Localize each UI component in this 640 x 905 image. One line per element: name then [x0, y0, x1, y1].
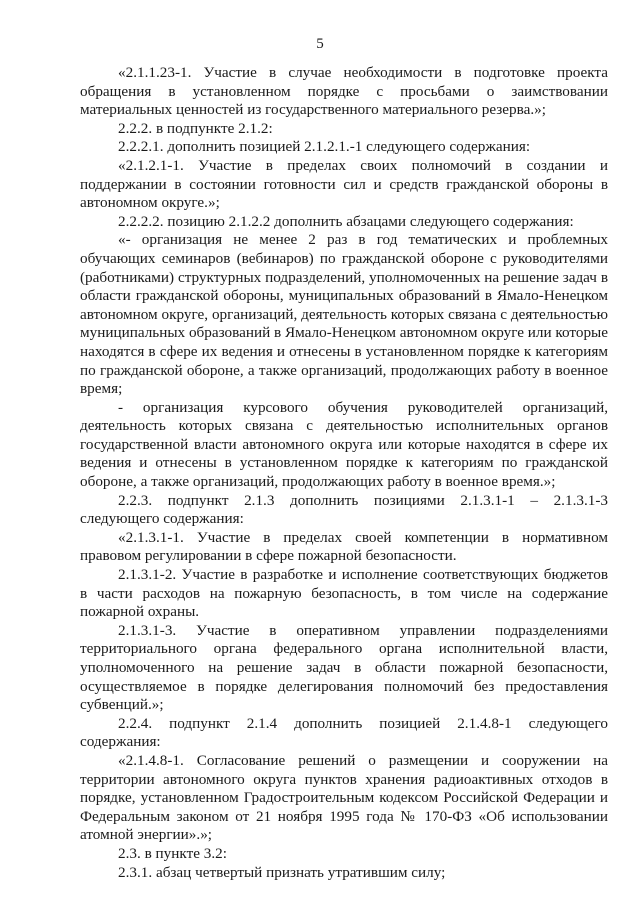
paragraph: 2.2.2.1. дополнить позицией 2.1.2.1.-1 следующего содержания: — [118, 138, 531, 156]
paragraph: «2.1.3.1-1. Участие в пределах своей компетенции в нормативном правовом регулировании в сфере пожарной безопасности. — [80, 528, 608, 565]
paragraph: 2.3. в пункте 3.2: — [118, 844, 227, 862]
paragraph: «2.1.2.1-1. Участие в пределах своих полномочий в создании и поддержании в состоянии готовности сил и средств гражданской обороны в автономном округе.»; — [80, 156, 608, 212]
paragraph: 2.3.1. абзац четвертый признать утратившим силу; — [118, 863, 446, 881]
paragraph: - организация курсового обучения руководителей организаций, деятельность которых связана с деятельностью исполнительных органов государственной власти автономного округа или которые находятся в сфере их ведения и отнесены в установленном порядке к категориям по гражданской обороне, а также организаций, продолжающих работу в военное время.»; — [80, 398, 608, 491]
page-number: 5 — [316, 36, 324, 52]
document-body — [80, 64, 608, 882]
paragraph: «2.1.1.23-1. Участие в случае необходимости в подготовке проекта обращения в установленном порядке с просьбами о заимствовании материальных ценностей из государственного материального резерва.»; — [80, 64, 608, 119]
paragraph: 2.2.4. подпункт 2.1.4 дополнить позицией 2.1.4.8-1 следующего содержания: — [80, 714, 608, 751]
paragraph: 2.2.2. в подпункте 2.1.2: — [118, 119, 273, 137]
paragraph: 2.1.3.1-2. Участие в разработке и исполнение соответствующих бюджетов в части расходов на пожарную безопасность, в том числе на содержание пожарной охраны. — [80, 566, 608, 621]
paragraph: «- организация не менее 2 раз в год тематических и проблемных обучающих семинаров (вебинаров) по гражданской обороне с руководителями (работниками) структурных подразделений, уполномоченных на решение задач в области гражданской обороны, муниципальных образований в Ямало-Ненецком автономном округе, организаций, деятельность которых связана с деятельностью муниципальных образований в Ямало-Ненецком автономном округе или которые находятся в сфере их ведения и отнесены в установленном порядке к категориям по гражданской обороне, а также организаций, продолжающих работу в военное время; — [80, 231, 608, 398]
paragraph: 2.1.3.1-3. Участие в оперативном управлении подразделениями территориального органа федерального органа исполнительной власти, уполномоченного на решение задач в области пожарной безопасности, осуществляемое в порядке делегирования полномочий без предоставления субвенций.»; — [80, 621, 608, 714]
paragraph: «2.1.4.8-1. Согласование решений о размещении и сооружении на территории автономного округа пунктов хранения радиоактивных отходов в порядке, установленном Градостроительным кодексом Российской Федерации и Федеральным законом от 21 ноября 1995 года № 170-ФЗ «Об использовании атомной энергии».»; — [80, 751, 608, 844]
paragraph: 2.2.3. подпункт 2.1.3 дополнить позициями 2.1.3.1-1 – 2.1.3.1-3 следующего содержания: — [80, 491, 608, 528]
paragraph: 2.2.2.2. позицию 2.1.2.2 дополнить абзацами следующего содержания: — [118, 212, 574, 230]
